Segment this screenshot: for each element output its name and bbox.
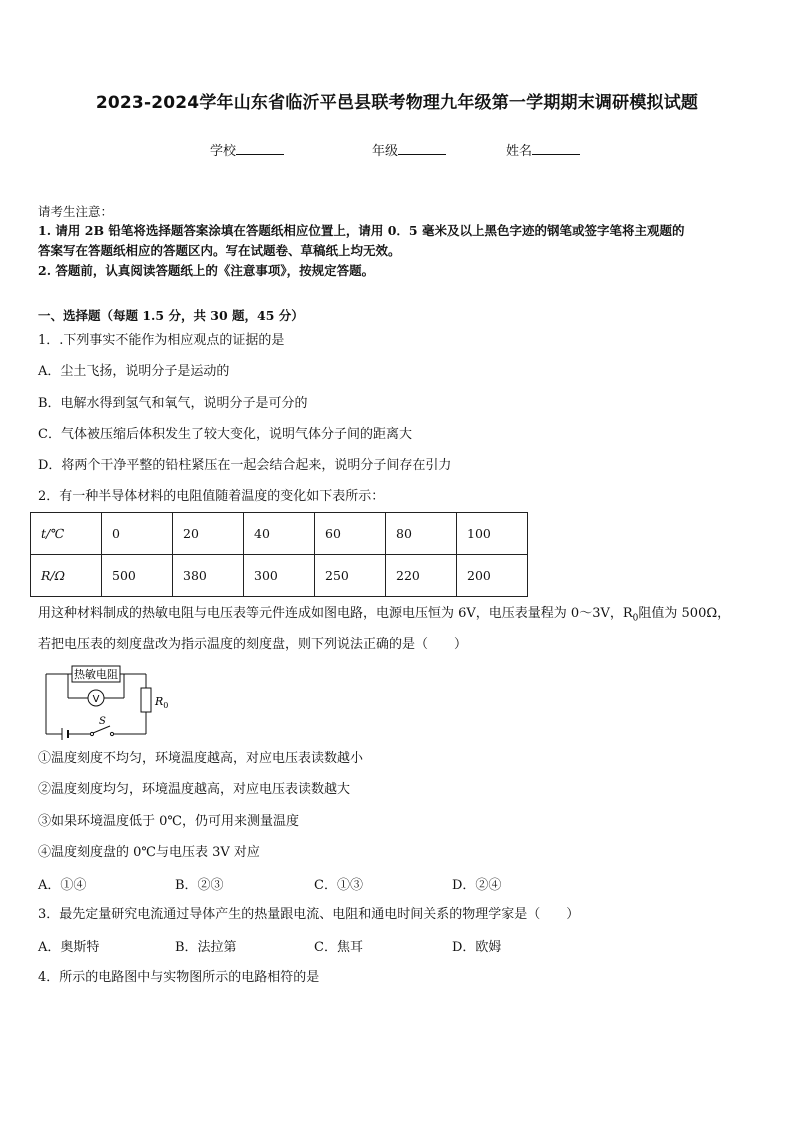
table-cell: 380 bbox=[173, 555, 244, 597]
voltmeter-label: V bbox=[92, 694, 100, 705]
school-blank bbox=[236, 140, 284, 155]
resistor-label bbox=[154, 695, 168, 710]
section-title: 一、选择题（每题 1.5 分，共 30 题，45 分） bbox=[38, 308, 304, 323]
table-cell: 250 bbox=[315, 555, 386, 597]
q2-option-a: A．①④ bbox=[38, 878, 87, 893]
school-label: 学校 bbox=[210, 144, 237, 159]
resistance-table bbox=[30, 512, 528, 597]
thermistor-label: 热敏电阻 bbox=[74, 668, 118, 681]
q3-option-d: D．欧姆 bbox=[452, 940, 502, 955]
switch-label: S bbox=[99, 716, 106, 727]
resistor-subscript: 0 bbox=[163, 701, 169, 710]
table-cell: 300 bbox=[244, 555, 315, 597]
q1-stem: 1．.下列事实不能作为相应观点的证据的是 bbox=[38, 333, 285, 348]
q2-option-c: C．①③ bbox=[314, 878, 363, 893]
table-cell: 200 bbox=[457, 555, 528, 597]
q2-option-b: B．②③ bbox=[175, 878, 224, 893]
notice-line-1-cont: 答案写在答题纸相应的答题区内。写在试题卷、草稿纸上均无效。 bbox=[38, 243, 401, 258]
q2-statement-3: ③如果环境温度低于 0℃，仍可用来测量温度 bbox=[38, 814, 299, 829]
q4-stem: 4．所示的电路图中与实物图所示的电路相符的是 bbox=[38, 970, 320, 985]
notice-block bbox=[38, 221, 760, 281]
resistor-letter: R bbox=[155, 695, 164, 708]
q1-option-b: B．电解水得到氢气和氧气，说明分子是可分的 bbox=[38, 396, 308, 411]
notice-heading: 请考生注意： bbox=[38, 204, 114, 219]
q3-option-c: C．焦耳 bbox=[314, 940, 363, 955]
q2-description-line-1 bbox=[38, 604, 760, 629]
table-cell: 100 bbox=[457, 513, 528, 555]
grade-field bbox=[372, 140, 446, 159]
table-cell: 80 bbox=[386, 513, 457, 555]
table-row bbox=[31, 555, 528, 597]
grade-blank bbox=[398, 140, 446, 155]
q1-option-d: D．将两个干净平整的铅柱紧压在一起会结合起来，说明分子间存在引力 bbox=[38, 458, 452, 473]
table-cell: R/Ω bbox=[31, 555, 102, 597]
table-cell: t/℃ bbox=[31, 513, 102, 555]
q1-option-c: C．气体被压缩后体积发生了较大变化，说明气体分子间的距离大 bbox=[38, 427, 412, 442]
grade-label: 年级 bbox=[372, 144, 399, 159]
switch-contact bbox=[110, 732, 113, 735]
q3-option-a: A．奥斯特 bbox=[38, 940, 100, 955]
notice-line-2: 2. 答题前，认真阅读答题纸上的《注意事项》，按规定答题。 bbox=[38, 263, 375, 278]
q2-stem: 2．有一种半导体材料的电阻值随着温度的变化如下表所示： bbox=[38, 489, 385, 504]
q2-statement-1: ①温度刻度不均匀，环境温度越高，对应电压表读数越小 bbox=[38, 751, 364, 766]
q2-statement-2: ②温度刻度均匀，环境温度越高，对应电压表读数越大 bbox=[38, 782, 351, 797]
resistor-r0 bbox=[141, 688, 151, 712]
q3-stem: 3．最先定量研究电流通过导体产生的热量跟电流、电阻和通电时间关系的物理学家是（ ） bbox=[38, 907, 580, 922]
q2-desc-subscript: 0 bbox=[632, 613, 639, 624]
q2-statement-4: ④温度刻度盘的 0℃与电压表 3V 对应 bbox=[38, 845, 260, 860]
q2-description-line-2: 若把电压表的刻度盘改为指示温度的刻度盘，则下列说法正确的是（ ） bbox=[38, 637, 468, 652]
q3-option-b: B．法拉第 bbox=[175, 940, 237, 955]
name-blank bbox=[532, 140, 580, 155]
table-cell: 40 bbox=[244, 513, 315, 555]
exam-title: 2023-2024学年山东省临沂平邑县联考物理九年级第一学期期末调研模拟试题 bbox=[95, 93, 699, 113]
table-cell: 0 bbox=[102, 513, 173, 555]
table-cell: 60 bbox=[315, 513, 386, 555]
student-info-row bbox=[0, 140, 794, 160]
name-label: 姓名 bbox=[506, 144, 533, 159]
name-field bbox=[506, 140, 580, 159]
table-cell: 20 bbox=[173, 513, 244, 555]
switch-lever bbox=[93, 726, 110, 733]
q2-option-d: D．②④ bbox=[452, 878, 502, 893]
table-row bbox=[31, 513, 528, 555]
school-field bbox=[210, 140, 284, 159]
table-cell: 220 bbox=[386, 555, 457, 597]
notice-line-1: 1. 请用 2B 铅笔将选择题答案涂填在答题纸相应位置上，请用 0．5 毫米及以上黑色字迹的钢笔或签字笔将主观题的 bbox=[38, 223, 685, 238]
q2-desc-text: 用这种材料制成的热敏电阻与电压表等元件连成如图电路，电源电压恒为 6V，电压表量程为 0～3V，R bbox=[38, 606, 633, 621]
circuit-diagram bbox=[36, 662, 176, 744]
q2-desc-tail: 阻值为 500Ω， bbox=[638, 606, 731, 621]
table-cell: 500 bbox=[102, 555, 173, 597]
q1-option-a: A．尘土飞扬，说明分子是运动的 bbox=[38, 364, 230, 379]
